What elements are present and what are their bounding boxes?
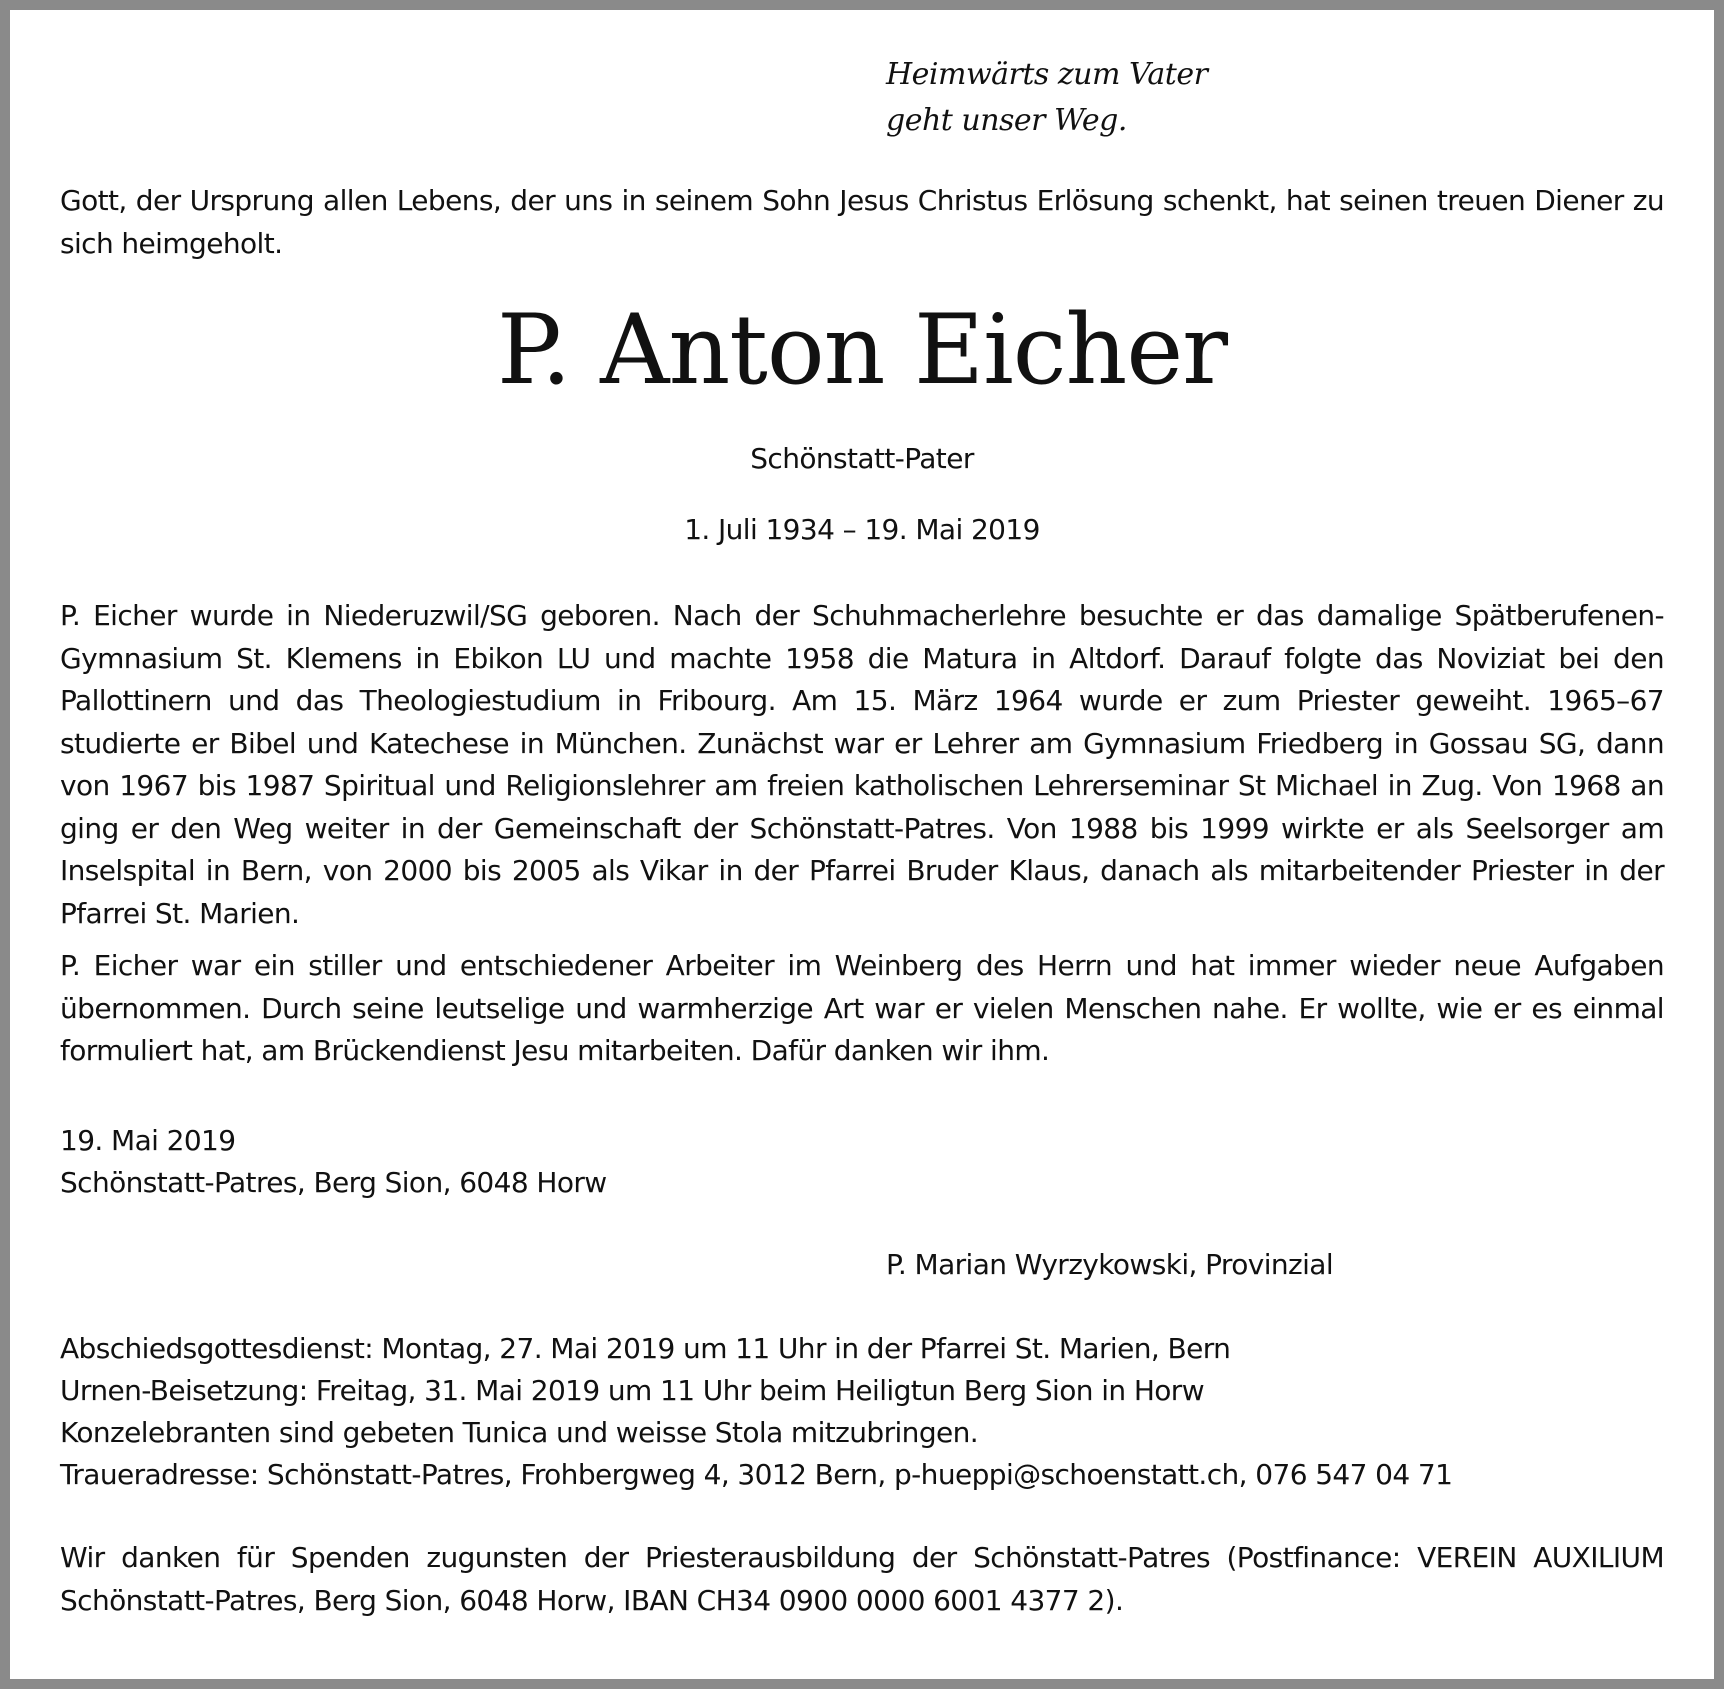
donation-note: Wir danken für Spenden zugunsten der Priesterausbildung der Schönstatt-Patres (Postfinance: VEREIN AUXILIUM Schönstatt-Patres, Berg Sion, 6048 Horw, IBAN CH34 0900 0000 6001 4377 2). xyxy=(60,1541,1664,1617)
intro-paragraph: Gott, der Ursprung allen Lebens, der uns in seinem Sohn Jesus Christus Erlösung schenkt, hat seinen treuen Diener zu sich heimgeholt. xyxy=(60,184,1664,260)
deceased-name: P. Anton Eicher xyxy=(496,294,1228,406)
deceased-title: Schönstatt-Pater xyxy=(750,442,974,475)
concelebrants-note: Konzelebranten sind gebeten Tunica und weisse Stola mitzubringen. xyxy=(60,1416,979,1449)
obituary-notice xyxy=(10,10,1714,1679)
motto-quote xyxy=(886,52,1207,144)
funeral-service-info: Abschiedsgottesdienst: Montag, 27. Mai 2019 um 11 Uhr in der Pfarrei St. Marien, Bern xyxy=(60,1332,1231,1365)
mourning-address: Traueradresse: Schönstatt-Patres, Frohbergweg 4, 3012 Bern, p-hueppi@schoenstatt.ch, 076 547 04 71 xyxy=(60,1458,1453,1491)
notice-date: 19. Mai 2019 xyxy=(60,1124,236,1157)
biography-paragraph: P. Eicher wurde in Niederuzwil/SG geboren. Nach der Schuhmacherlehre besuchte er das damalige Spätberufenen-Gymnasium St. Klemens in Ebikon LU und machte 1958 die Matura in Altdorf. Darauf folgte das Noviziat bei den Pallottinern und das Theologiestudium in Fribourg. Am 15. März 1964 wurde er zum Priester geweiht. 1965–67 studierte er Bibel und Katechese in München. Zunächst war er Lehrer am Gymnasium Friedberg in Gossau SG, dann von 1967 bis 1987 Spiritual und Religionslehrer am freien katholischen Lehrerseminar St Michael in Zug. Von 1968 an ging er den Weg weiter in der Gemeinschaft der Schönstatt-Patres. Von 1988 bis 1999 wirkte er als Seelsorger am Inselspital in Bern, von 2000 bis 2005 als Vikar in der Pfarrei Bruder Klaus, danach als mitarbeitender Priester in der Pfarrei St. Marien. xyxy=(60,599,1664,930)
tribute-paragraph: P. Eicher war ein stiller und entschiedener Arbeiter im Weinberg des Herrn und hat immer wieder neue Aufgaben übernommen. Durch seine leutselige und warmherzige Art war er vielen Menschen nahe. Er wollte, wie er es einmal formuliert hat, am Brückendienst Jesu mitarbeiten. Dafür danken wir ihm. xyxy=(60,949,1664,1067)
burial-info: Urnen-Beisetzung: Freitag, 31. Mai 2019 um 11 Uhr beim Heiligtun Berg Sion in Horw xyxy=(60,1374,1205,1407)
signer-name: P. Marian Wyrzykowski, Provinzial xyxy=(886,1248,1334,1281)
notice-organization: Schönstatt-Patres, Berg Sion, 6048 Horw xyxy=(60,1166,607,1199)
motto-line: Heimwärts zum Vater xyxy=(886,57,1208,92)
life-dates: 1. Juli 1934 – 19. Mai 2019 xyxy=(684,513,1040,546)
motto-line: geht unser Weg. xyxy=(886,103,1127,138)
